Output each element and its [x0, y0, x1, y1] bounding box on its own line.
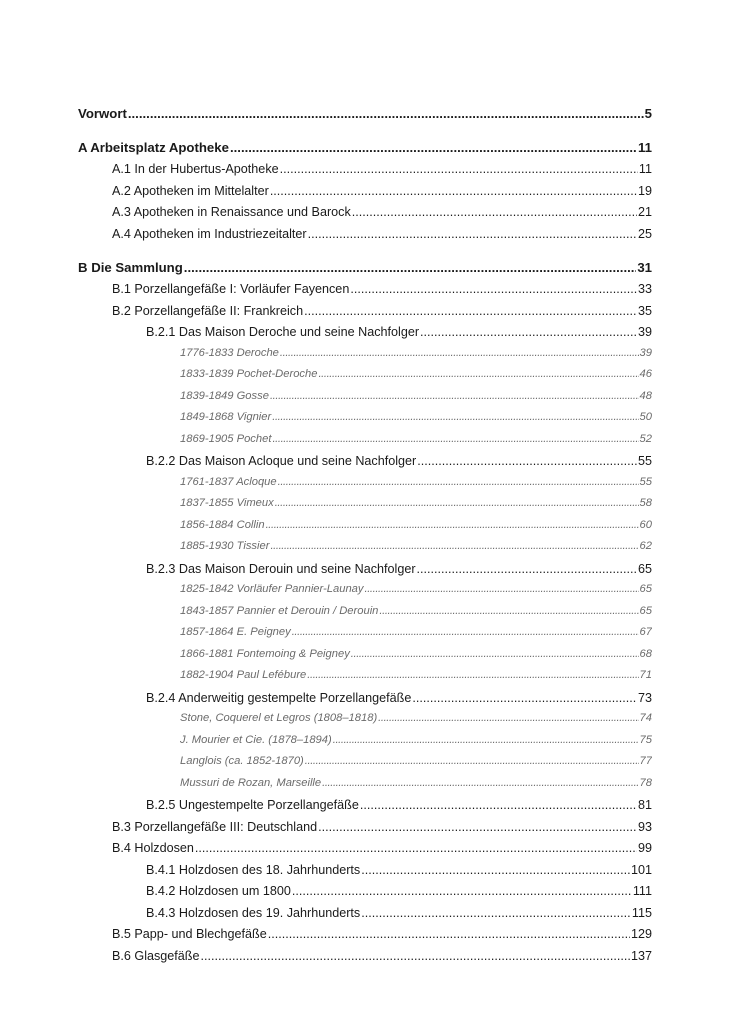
toc-entry-page-number: 101: [630, 862, 652, 877]
toc-entry-page-number: 77: [639, 755, 652, 767]
toc-entry-title: 1761-1837 Acloque: [180, 475, 277, 488]
toc-entry-title: B.2.2 Das Maison Acloque und seine Nachfolger: [146, 454, 417, 468]
toc-entry-page-number: 81: [637, 798, 652, 812]
dot-leader: [318, 368, 638, 380]
dot-leader: [307, 669, 638, 681]
toc-entry-title: B.4 Holzdosen: [112, 841, 194, 855]
toc-entry-title: B.4.3 Holzdosen des 19. Jahrhunderts: [146, 905, 361, 920]
toc-entry-title: J. Mourier et Cie. (1878–1894): [180, 733, 332, 746]
toc-entry[interactable]: [78, 347, 652, 369]
toc-entry-page-number: 73: [637, 690, 652, 705]
toc-entry-page-number: 25: [637, 226, 652, 241]
dot-leader: [318, 820, 637, 834]
toc-entry-title: A.2 Apotheken im Mittelalter: [112, 183, 269, 198]
dot-leader: [272, 433, 638, 445]
toc-entry-page-number: 137: [630, 948, 652, 963]
toc-entry[interactable]: [78, 906, 652, 928]
toc-entry[interactable]: [78, 162, 652, 184]
toc-entry-page-number: 99: [637, 841, 652, 855]
dot-leader: [270, 540, 638, 552]
dot-leader: [350, 282, 637, 296]
toc-entry[interactable]: [78, 325, 652, 347]
toc-entry[interactable]: [78, 433, 652, 455]
toc-entry-title: A.4 Apotheken im Industriezeitalter: [112, 226, 307, 241]
toc-entry-page-number: 31: [637, 260, 652, 275]
toc-entry[interactable]: [78, 227, 652, 249]
dot-leader: [270, 184, 637, 198]
toc-entry[interactable]: [78, 497, 652, 519]
toc-entry-page-number: 65: [639, 583, 652, 595]
dot-leader: [364, 583, 638, 595]
toc-entry-title: B.3 Porzellangefäße III: Deutschland: [112, 819, 318, 834]
toc-entry[interactable]: [78, 949, 652, 971]
toc-entry[interactable]: [78, 777, 652, 799]
toc-entry-title: 1776-1833 Deroche: [180, 346, 279, 359]
toc-entry[interactable]: [78, 798, 652, 820]
toc-entry-page-number: 65: [639, 604, 652, 617]
toc-entry-title: B.4.1 Holzdosen des 18. Jahrhunderts: [146, 862, 361, 877]
dot-leader: [379, 605, 638, 617]
toc-entry[interactable]: [78, 863, 652, 885]
toc-entry[interactable]: [78, 390, 652, 412]
toc-entry[interactable]: [78, 927, 652, 949]
dot-leader: [304, 304, 637, 318]
toc-entry-page-number: 115: [631, 905, 652, 920]
dot-leader: [361, 906, 631, 920]
dot-leader: [308, 227, 637, 241]
toc-entry-title: 1849-1868 Vignier: [180, 411, 272, 423]
toc-entry-title: B.4.2 Holzdosen um 1800: [146, 884, 291, 898]
toc-entry-page-number: 39: [639, 346, 652, 359]
dot-leader: [268, 927, 630, 941]
toc-entry[interactable]: [78, 712, 652, 734]
dot-leader: [305, 755, 639, 767]
toc-entry-page-number: 48: [639, 389, 652, 402]
toc-entry[interactable]: [78, 562, 652, 584]
dot-leader: [275, 497, 639, 509]
toc-entry-title: B.2.3 Das Maison Derouin und seine Nachfolger: [146, 561, 416, 576]
dot-leader: [184, 260, 637, 275]
toc-entry-title: 1837-1855 Vimeux: [180, 497, 274, 509]
toc-entry-title: B.5 Papp- und Blechgefäße: [112, 927, 267, 941]
toc-entry-page-number: 58: [639, 497, 652, 509]
toc-entry-page-number: 67: [639, 626, 652, 638]
toc-entry-page-number: 5: [644, 106, 652, 121]
toc-entry-page-number: 111: [632, 884, 652, 898]
toc-entry-page-number: 74: [639, 712, 652, 724]
toc-entry-page-number: 78: [639, 776, 652, 789]
toc-entry[interactable]: [78, 820, 652, 842]
toc-entry[interactable]: [78, 454, 652, 476]
dot-leader: [270, 390, 639, 402]
toc-entry-page-number: 129: [630, 927, 652, 941]
toc-entry[interactable]: [78, 368, 652, 390]
dot-leader: [322, 777, 638, 789]
toc-entry-page-number: 19: [637, 183, 652, 198]
toc-entry-title: 1833-1839 Pochet-Deroche: [180, 368, 318, 380]
toc-entry-title: B.2.5 Ungestempelte Porzellangefäße: [146, 798, 359, 812]
toc-entry[interactable]: [78, 540, 652, 562]
toc-entry-page-number: 35: [637, 303, 652, 318]
toc-entry-page-number: 65: [637, 561, 652, 576]
toc-entry-title: A.3 Apotheken in Renaissance und Barock: [112, 205, 351, 219]
toc-entry[interactable]: [78, 648, 652, 670]
toc-entry-page-number: 75: [639, 733, 652, 746]
toc-entry-page-number: 52: [639, 432, 652, 445]
table-of-contents: [78, 106, 652, 970]
toc-entry-page-number: 50: [639, 411, 652, 423]
dot-leader: [280, 162, 638, 176]
toc-entry-page-number: 60: [639, 518, 652, 531]
dot-leader: [417, 454, 637, 468]
toc-entry-page-number: 62: [639, 540, 652, 552]
toc-entry-title: 1866-1881 Fontemoing & Peigney: [180, 647, 350, 660]
dot-leader: [361, 863, 630, 877]
toc-entry-title: 1882-1904 Paul Lefébure: [180, 669, 307, 681]
toc-entry-page-number: 11: [638, 140, 652, 155]
toc-entry[interactable]: [78, 304, 652, 326]
toc-entry-page-number: 46: [639, 368, 652, 380]
dot-leader: [412, 691, 637, 705]
dot-leader: [292, 626, 639, 638]
toc-entry[interactable]: [78, 734, 652, 756]
toc-entry-page-number: 39: [637, 325, 652, 339]
dot-leader: [280, 347, 639, 359]
toc-entry[interactable]: [78, 691, 652, 713]
toc-entry-title: 1869-1905 Pochet: [180, 432, 272, 445]
toc-entry[interactable]: [78, 140, 652, 162]
toc-entry-title: B.2.4 Anderweitig gestempelte Porzellangefäße: [146, 690, 412, 705]
toc-entry[interactable]: [78, 626, 652, 648]
toc-entry-title: 1885-1930 Tissier: [180, 540, 270, 552]
toc-entry-page-number: 68: [639, 647, 652, 660]
toc-entry[interactable]: [78, 884, 652, 906]
dot-leader: [278, 476, 639, 488]
toc-entry-page-number: 55: [639, 475, 652, 488]
dot-leader: [333, 734, 639, 746]
toc-entry[interactable]: [78, 519, 652, 541]
toc-entry-title: Langlois (ca. 1852-1870): [180, 755, 304, 767]
dot-leader: [272, 411, 638, 423]
toc-entry-title: A.1 In der Hubertus-Apotheke: [112, 162, 279, 176]
toc-entry[interactable]: [78, 583, 652, 605]
dot-leader: [201, 949, 630, 963]
toc-entry-page-number: 55: [637, 454, 652, 468]
toc-entry[interactable]: [78, 476, 652, 498]
dot-leader: [351, 648, 639, 660]
toc-entry[interactable]: [78, 669, 652, 691]
toc-entry-page-number: 11: [638, 162, 652, 176]
toc-entry-title: 1843-1857 Pannier et Derouin / Derouin: [180, 604, 379, 617]
toc-entry-title: B.2.1 Das Maison Deroche und seine Nachfolger: [146, 325, 420, 339]
toc-entry-page-number: 93: [637, 819, 652, 834]
toc-entry-title: Stone, Coquerel et Legros (1808–1818): [180, 712, 378, 724]
dot-leader: [378, 712, 638, 724]
dot-leader: [266, 519, 639, 531]
toc-entry-title: B Die Sammlung: [78, 260, 183, 275]
dot-leader: [230, 140, 637, 155]
toc-entry[interactable]: [78, 841, 652, 863]
toc-entry[interactable]: [78, 184, 652, 206]
toc-entry-title: 1825-1842 Vorläufer Pannier-Launay: [180, 583, 364, 595]
toc-entry[interactable]: [78, 260, 652, 282]
dot-leader: [352, 205, 637, 219]
toc-entry[interactable]: [78, 411, 652, 433]
toc-entry-page-number: 33: [637, 282, 652, 296]
toc-entry-title: B.1 Porzellangefäße I: Vorläufer Fayencen: [112, 282, 350, 296]
dot-leader: [292, 884, 632, 898]
dot-leader: [420, 325, 637, 339]
dot-leader: [417, 562, 637, 576]
toc-entry-title: A Arbeitsplatz Apotheke: [78, 140, 229, 155]
toc-entry-page-number: 21: [637, 205, 652, 219]
dot-leader: [360, 798, 637, 812]
toc-entry-title: 1857-1864 E. Peigney: [180, 626, 291, 638]
toc-entry[interactable]: [78, 282, 652, 304]
toc-entry[interactable]: [78, 205, 652, 227]
toc-entry[interactable]: [78, 605, 652, 627]
toc-entry[interactable]: [78, 755, 652, 777]
toc-entry[interactable]: [78, 106, 652, 128]
toc-entry-title: B.6 Glasgefäße: [112, 948, 200, 963]
toc-entry-title: B.2 Porzellangefäße II: Frankreich: [112, 303, 304, 318]
toc-entry-title: Mussuri de Rozan, Marseille: [180, 776, 322, 789]
toc-entry-page-number: 71: [639, 669, 652, 681]
toc-entry-title: 1839-1849 Gosse: [180, 389, 269, 402]
toc-entry-title: Vorwort: [78, 106, 127, 121]
toc-entry-title: 1856-1884 Collin: [180, 518, 265, 531]
dot-leader: [195, 841, 637, 855]
dot-leader: [128, 106, 644, 121]
